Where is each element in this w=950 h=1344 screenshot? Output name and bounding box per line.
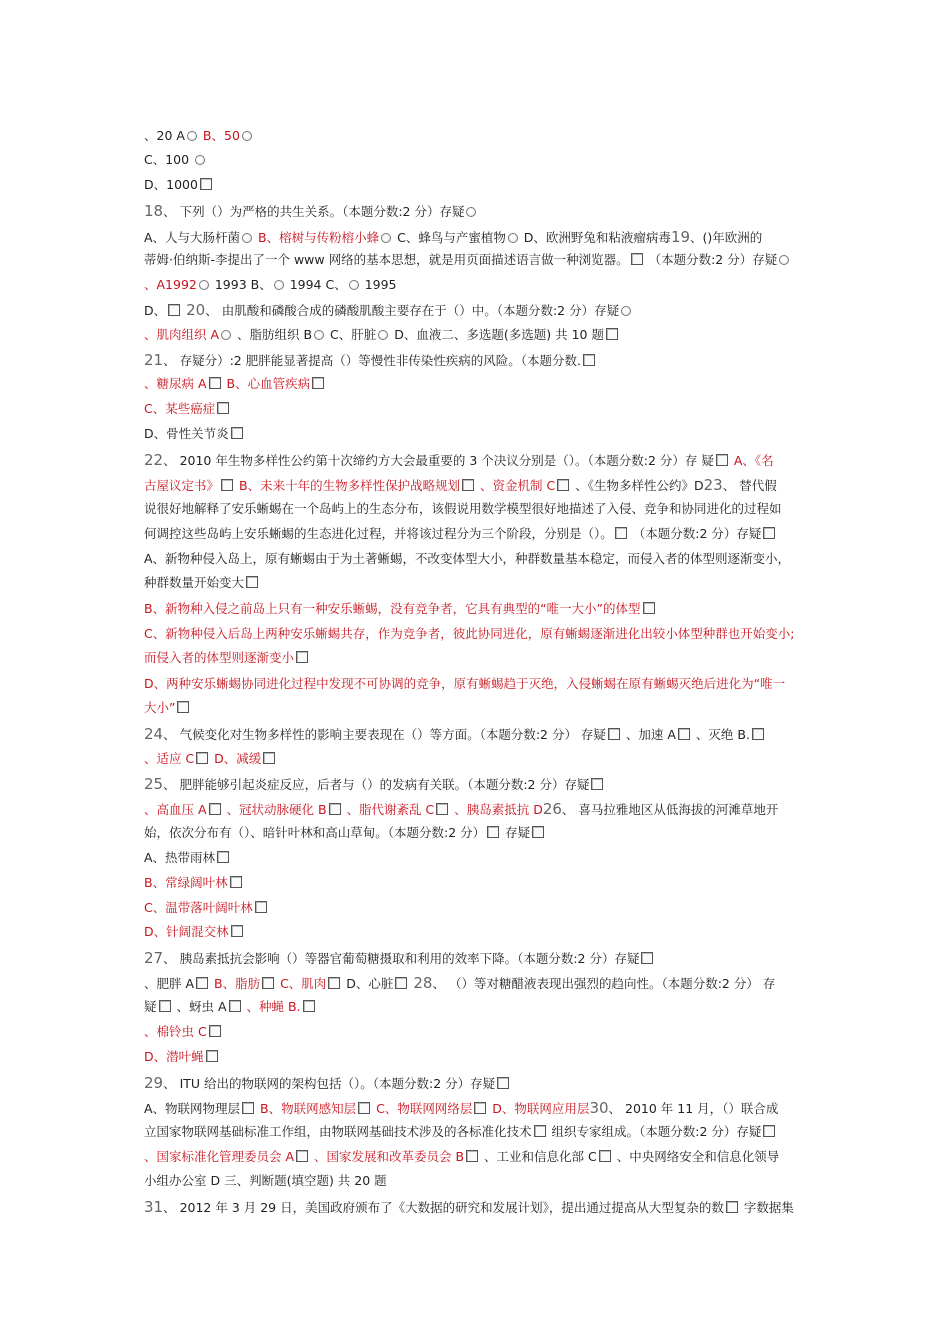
question-text: 始，依次分布有（）、暗针叶林和高山草甸。（本题分数:2 分） [144, 825, 486, 840]
answer-text: 、脂代谢紊乱 C [342, 802, 435, 817]
question-text: 、加速 A [621, 727, 676, 742]
checkbox-icon[interactable] [159, 1000, 171, 1012]
question-text: C、蜂鸟与产蜜植物 [393, 230, 506, 245]
text-line [144, 176, 214, 194]
text-line [144, 127, 254, 145]
text-line [144, 824, 546, 842]
text-line [144, 1123, 777, 1141]
checkbox-icon[interactable] [296, 651, 308, 663]
text-line [144, 1148, 779, 1166]
answer-text: B、物联网感知层 [256, 1101, 357, 1116]
answer-text: 、适应 C [144, 751, 195, 766]
question-text: A、热带雨林 [144, 850, 216, 865]
checkbox-icon[interactable] [312, 377, 324, 389]
question-text: 、 ITU 给出的物联网的架构包括（）。（本题分数:2 分）存疑 [163, 1076, 496, 1091]
radio-button-icon[interactable] [242, 233, 252, 243]
checkbox-icon[interactable] [599, 1150, 611, 1162]
question-text: 1993 B、 [210, 277, 272, 292]
radio-button-icon[interactable] [779, 255, 789, 265]
text-line [144, 251, 791, 269]
checkbox-icon[interactable] [395, 977, 407, 989]
text-line [144, 923, 245, 941]
checkbox-icon[interactable] [608, 728, 620, 740]
checkbox-icon[interactable] [358, 1102, 370, 1114]
checkbox-icon[interactable] [262, 977, 274, 989]
question-text: 、肥胖 A [144, 976, 195, 991]
text-line [144, 1172, 387, 1190]
answer-text: B、50 [198, 128, 240, 143]
text-line [144, 699, 191, 717]
answer-text: 、糖尿病 A [144, 376, 207, 391]
answer-text: B、新物种入侵之前岛上只有一种安乐蜥蜴，没有竞争者，它具有典型的“唯一大小”的体型 [144, 601, 641, 616]
question-text: 立国家物联网基础标准工作组，由物联网基础技术涉及的各标准化技术 [144, 1124, 532, 1139]
text-line [144, 998, 317, 1016]
checkbox-icon[interactable] [196, 977, 208, 989]
checkbox-icon[interactable] [217, 402, 229, 414]
question-text: D、 [144, 303, 167, 318]
question-text: 字数据集 [739, 1200, 794, 1215]
checkbox-icon[interactable] [206, 1050, 218, 1062]
checkbox-icon[interactable] [487, 826, 499, 838]
question-number: 28 [413, 974, 433, 992]
radio-button-icon[interactable] [508, 233, 518, 243]
text-line [144, 228, 762, 247]
checkbox-icon[interactable] [255, 901, 267, 913]
checkbox-icon[interactable] [209, 377, 221, 389]
answer-text: 、肌肉组织 A [144, 327, 220, 342]
question-text: 、蚜虫 A [172, 999, 227, 1014]
answer-text: C、某些癌症 [144, 401, 216, 416]
question-number: 20 [186, 301, 206, 319]
question-number: 29 [144, 1074, 164, 1092]
radio-button-icon[interactable] [466, 207, 476, 217]
question-number: 22 [144, 451, 164, 469]
text-line [144, 750, 277, 768]
question-text: 、 气候变化对生物多样性的影响主要表现在（）等方面。（本题分数:2 分） 存疑 [163, 727, 606, 742]
question-text: 、 2012 年 3 月 29 日，美国政府颁布了《大数据的研究和发展计划》，提出通过提高从大型复杂的数 [163, 1200, 724, 1215]
question-text: 1995 [360, 277, 397, 292]
checkbox-icon[interactable] [168, 304, 180, 316]
question-text: 说很好地解释了安乐蜥蜴在一个岛屿上的生态分布，该假说用数学模型很好地描述了入侵、竞争和协同进化的过程如 [144, 501, 782, 516]
checkbox-icon[interactable] [329, 803, 341, 815]
answer-text: D、两种安乐蜥蜴协同进化过程中发现不可协调的竞争，原有蜥蜴趋于灭绝，入侵蜥蜴在原有蜥蜴灭绝后进化为“唯一 [144, 676, 786, 691]
answer-text: 、种蝇 B. [242, 999, 301, 1014]
question-text: （本题分数:2 分）存疑 [644, 252, 778, 267]
checkbox-icon[interactable] [209, 803, 221, 815]
question-number: 23 [703, 476, 723, 494]
text-line [144, 974, 775, 993]
text-line [144, 574, 260, 592]
answer-text: 、资金机制 C [476, 478, 556, 493]
question-text: 、()年欧洲的 [690, 230, 763, 245]
question-text: 、 胰岛素抵抗会影响（）等器官葡萄糖摄取和利用的效率下降。（本题分数:2 分）存疑 [163, 951, 640, 966]
checkbox-icon[interactable] [606, 328, 618, 340]
text-line [144, 649, 310, 667]
question-text: 蒂姆·伯纳斯-李提出了一个 www 网络的基本思想，就是用页面描述语言做一种浏览器。 [144, 252, 629, 267]
answer-text: 而侵入者的体型则逐渐变小 [144, 650, 295, 665]
answer-text: C、物联网网络层 [372, 1101, 473, 1116]
question-text: 、 2010 年生物多样性公约第十次缔约方大会最重要的 3 个决议分别是（）。（本题分数:2 分）存 疑 [163, 453, 714, 468]
answer-text: 古屋议定书》 [144, 478, 220, 493]
question-text: D、骨性关节炎 [144, 426, 229, 441]
answer-text: B、榕树与传粉榕小蜂 [254, 230, 380, 245]
answer-text: B、心血管疾病 [222, 376, 311, 391]
question-text: D、欧洲野兔和粘液瘤病毒 [519, 230, 671, 245]
question-number: 26 [542, 800, 562, 818]
answer-text: B、未来十年的生物多样性保护战略规划 [235, 478, 461, 493]
text-line [144, 276, 397, 294]
checkbox-icon[interactable] [303, 1000, 315, 1012]
checkbox-icon[interactable] [534, 1125, 546, 1137]
question-number: 18 [144, 202, 164, 220]
checkbox-icon[interactable] [497, 1077, 509, 1089]
checkbox-icon[interactable] [242, 1102, 254, 1114]
checkbox-icon[interactable] [296, 1150, 308, 1162]
text-line [144, 400, 231, 418]
text-line [144, 625, 794, 643]
text-line [144, 476, 777, 495]
question-number: 30 [589, 1099, 609, 1117]
checkbox-icon[interactable] [229, 1000, 241, 1012]
checkbox-icon[interactable] [583, 354, 595, 366]
question-number: 24 [144, 725, 164, 743]
checkbox-icon[interactable] [221, 479, 233, 491]
question-text: 、 2010 年 11 月，（）联合成 [608, 1101, 779, 1116]
text-line [144, 451, 774, 470]
question-text: 、 （）等对糖醋液表现出强烈的趋向性。（本题分数:2 分） 存 [432, 976, 776, 991]
text-line [144, 874, 244, 892]
checkbox-icon[interactable] [678, 728, 690, 740]
radio-button-icon[interactable] [621, 306, 631, 316]
answer-text: B、脂肪 [210, 976, 261, 991]
answer-text: 、国家标准化管理委员会 A [144, 1149, 295, 1164]
text-line [144, 899, 269, 917]
question-text: 、脂肪组织 B [233, 327, 313, 342]
text-line [144, 550, 790, 568]
question-text: 、20 A [144, 128, 185, 143]
question-text: 、《生物多样性公约》D [571, 478, 704, 493]
question-text: 、中央网络安全和信息化领导 [612, 1149, 780, 1164]
answer-text: 、A1992 [144, 277, 197, 292]
checkbox-icon[interactable] [200, 178, 212, 190]
question-number: 27 [144, 949, 164, 967]
question-text: 、灭绝 B. [691, 727, 750, 742]
text-line [144, 600, 657, 618]
question-text: 存疑 [501, 825, 531, 840]
text-line [144, 1074, 511, 1093]
text-line [144, 800, 778, 819]
question-text: 、 肥胖能够引起炎症反应，后者与（）的发病有关联。（本题分数:2 分）存疑 [163, 777, 590, 792]
checkbox-icon[interactable] [231, 427, 243, 439]
checkbox-icon[interactable] [217, 851, 229, 863]
question-number: 31 [144, 1198, 164, 1216]
answer-text: C、肌肉 [276, 976, 327, 991]
question-text: 组织专家组成。（本题分数:2 分）存疑 [547, 1124, 762, 1139]
text-line [144, 849, 231, 867]
checkbox-icon[interactable] [615, 527, 627, 539]
radio-button-icon[interactable] [242, 131, 252, 141]
text-line [144, 1099, 778, 1118]
question-text: 1994 C、 [285, 277, 347, 292]
text-line [144, 500, 782, 518]
answer-text: D、减缓 [210, 751, 262, 766]
question-text: 疑 [144, 999, 157, 1014]
question-text: 、 替代假 [722, 478, 777, 493]
text-line [144, 151, 207, 169]
text-line [144, 301, 633, 320]
checkbox-icon[interactable] [591, 778, 603, 790]
text-line [144, 1198, 794, 1217]
checkbox-icon[interactable] [716, 454, 728, 466]
text-line [144, 725, 766, 744]
answer-text: D、潜叶蝇 [144, 1049, 204, 1064]
answer-text: 、国家发展和改革委员会 B [310, 1149, 465, 1164]
question-text: D、1000 [144, 177, 198, 192]
text-line [144, 949, 655, 968]
question-text: 何调控这些岛屿上安乐蜥蜴的生态进化过程，并将该过程分为三个阶段，分别是（）。 [144, 526, 613, 541]
radio-button-icon[interactable] [314, 330, 324, 340]
answer-text: 、胰岛素抵抗 D [450, 802, 543, 817]
text-line [144, 525, 777, 543]
checkbox-icon[interactable] [466, 1150, 478, 1162]
radio-button-icon[interactable] [349, 280, 359, 290]
checkbox-icon[interactable] [752, 728, 764, 740]
question-text: D、血液二、多选题(多选题) 共 10 题 [390, 327, 604, 342]
answer-text: 、棉铃虫 C [144, 1024, 207, 1039]
checkbox-icon[interactable] [641, 952, 653, 964]
answer-text: C、新物种侵入后岛上两种安乐蜥蜴共存，作为竞争者，彼此协同进化，原有蜥蜴逐渐进化出较小体型种群也开始变小; [144, 626, 795, 641]
question-text: A、新物种侵入岛上，原有蜥蜴由于为土著蜥蜴，不改变体型大小，种群数量基本稳定，而侵入者的体型则逐渐变小， [144, 551, 791, 566]
radio-button-icon[interactable] [199, 280, 209, 290]
question-number: 25 [144, 775, 164, 793]
radio-button-icon[interactable] [381, 233, 391, 243]
radio-button-icon[interactable] [187, 131, 197, 141]
checkbox-icon[interactable] [631, 253, 643, 265]
checkbox-icon[interactable] [263, 752, 275, 764]
radio-button-icon[interactable] [274, 280, 284, 290]
checkbox-icon[interactable] [532, 826, 544, 838]
checkbox-icon[interactable] [328, 977, 340, 989]
question-text: 、 存疑分）:2 肥胖能显著提高（）等慢性非传染性疾病的风险。（本题分数. [163, 353, 581, 368]
answer-text: D、物联网应用层 [488, 1101, 590, 1116]
checkbox-icon[interactable] [763, 527, 775, 539]
text-line [144, 425, 245, 443]
answer-text: C、温带落叶阔叶林 [144, 900, 253, 915]
checkbox-icon[interactable] [763, 1125, 775, 1137]
checkbox-icon[interactable] [209, 1025, 221, 1037]
checkbox-icon[interactable] [436, 803, 448, 815]
question-text: （本题分数:2 分）存疑 [628, 526, 762, 541]
checkbox-icon[interactable] [177, 701, 189, 713]
answer-text: A、《名 [729, 453, 774, 468]
radio-button-icon[interactable] [378, 330, 388, 340]
checkbox-icon[interactable] [196, 752, 208, 764]
checkbox-icon[interactable] [231, 925, 243, 937]
checkbox-icon[interactable] [246, 576, 258, 588]
answer-text: 、高血压 A [144, 802, 207, 817]
radio-button-icon[interactable] [221, 330, 231, 340]
question-text: 、 由肌酸和磷酸合成的磷酸肌酸主要存在于（）中。（本题分数:2 分）存疑 [205, 303, 620, 318]
question-text: 、 喜马拉雅地区从低海拔的河滩草地开 [561, 802, 779, 817]
checkbox-icon[interactable] [726, 1201, 738, 1213]
question-number: 21 [144, 351, 164, 369]
checkbox-icon[interactable] [643, 602, 655, 614]
question-text: A、物联网物理层 [144, 1101, 241, 1116]
answer-text: D、针阔混交林 [144, 924, 229, 939]
text-line [144, 326, 620, 344]
question-text: C、肝脏 [326, 327, 377, 342]
question-text: 种群数量开始变大 [144, 575, 245, 590]
text-line [144, 375, 326, 393]
question-text: 小组办公室 D 三、判断题(填空题) 共 20 题 [144, 1173, 387, 1188]
question-text: D、心脏 [342, 976, 394, 991]
text-line [144, 1023, 223, 1041]
question-text: 、工业和信息化部 C [480, 1149, 597, 1164]
answer-text: B、常绿阔叶林 [144, 875, 228, 890]
answer-text: 、冠状动脉硬化 B [222, 802, 327, 817]
checkbox-icon[interactable] [557, 479, 569, 491]
question-text: 、 下列（）为严格的共生关系。（本题分数:2 分）存疑 [163, 204, 465, 219]
text-line [144, 775, 605, 794]
text-line [144, 675, 785, 693]
radio-button-icon[interactable] [195, 155, 205, 165]
checkbox-icon[interactable] [230, 876, 242, 888]
question-text: A、人与大肠杆菌 [144, 230, 241, 245]
checkbox-icon[interactable] [474, 1102, 486, 1114]
text-line [144, 1048, 220, 1066]
text-line [144, 202, 478, 221]
answer-text: 大小” [144, 700, 176, 715]
checkbox-icon[interactable] [462, 479, 474, 491]
question-text: C、100 [144, 152, 194, 167]
question-number: 19 [670, 228, 691, 246]
text-line [144, 351, 597, 370]
